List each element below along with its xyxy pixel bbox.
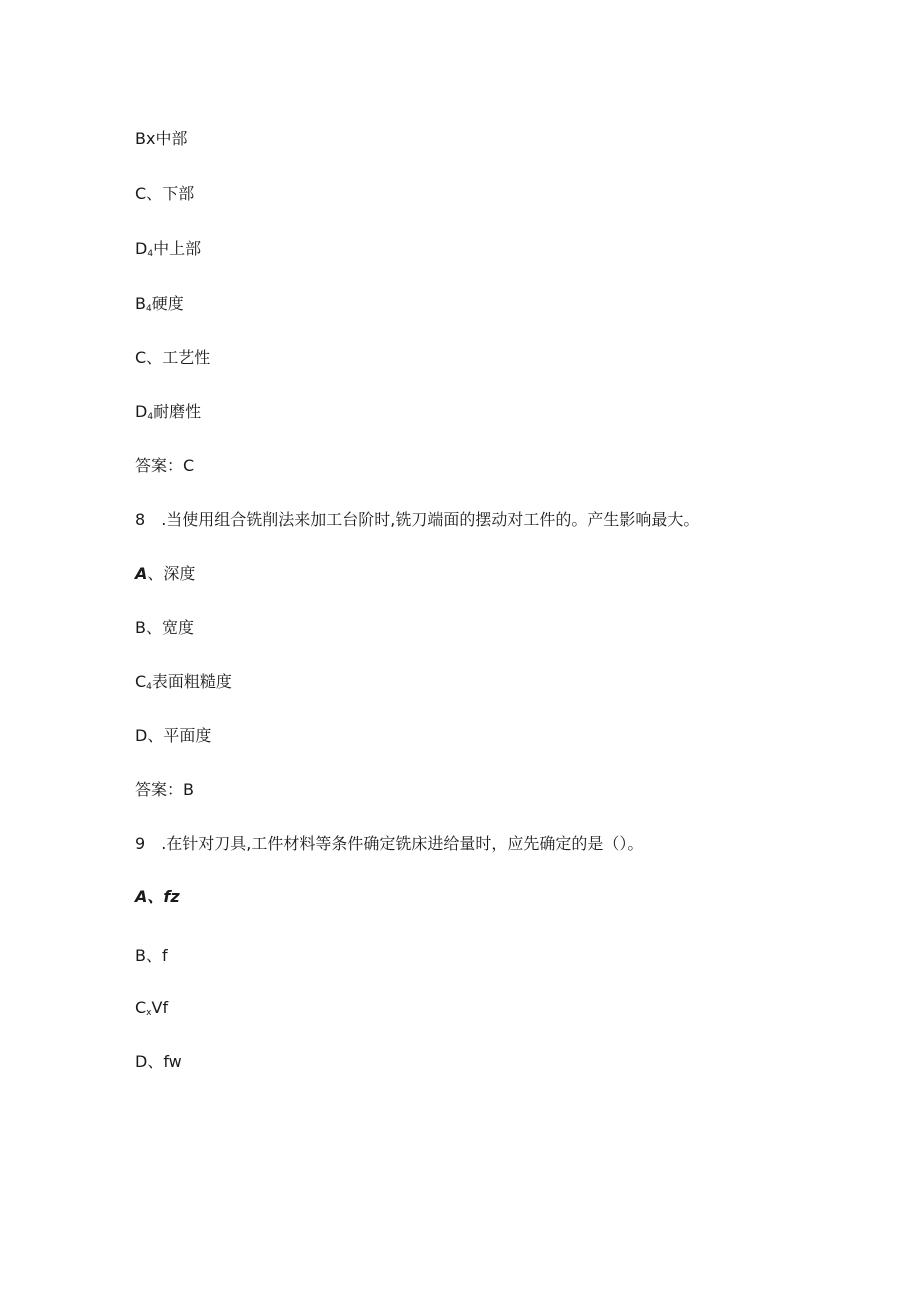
answer-label: 答案： bbox=[135, 456, 184, 475]
option-a-fz bbox=[135, 886, 180, 908]
question-text: .在针对刀具,工件材料等条件确定铣床进给量时，应先确定的是（）。 bbox=[161, 834, 644, 853]
option-text: f bbox=[161, 946, 168, 965]
option-text: 表面粗糙度 bbox=[151, 672, 232, 691]
option-label: B bbox=[135, 294, 146, 313]
answer-value: B bbox=[183, 780, 194, 799]
option-label-subscript: 4 bbox=[145, 304, 152, 314]
option-a-depth bbox=[135, 563, 195, 585]
option-b-f bbox=[135, 945, 168, 967]
option-label-subscript: 4 bbox=[147, 249, 154, 259]
option-d-fw bbox=[135, 1051, 182, 1073]
option-c-lower bbox=[135, 183, 194, 205]
option-text: 工艺性 bbox=[162, 348, 211, 367]
option-label: B、 bbox=[135, 618, 162, 637]
question-text: .当使用组合铣削法来加工台阶时,铣刀端面的摆动对工件的。产生影响最大。 bbox=[161, 510, 700, 529]
option-label: D bbox=[135, 239, 148, 258]
option-c-surface-roughness bbox=[135, 671, 232, 698]
option-label: C bbox=[135, 672, 147, 691]
question-number: 8 bbox=[135, 510, 162, 529]
option-text: 硬度 bbox=[151, 294, 184, 313]
option-text: 平面度 bbox=[163, 726, 212, 745]
answer-value: C bbox=[183, 456, 195, 475]
option-text: fz bbox=[163, 887, 180, 906]
option-c-workability bbox=[135, 347, 210, 369]
option-label: D bbox=[135, 402, 148, 421]
option-text: Vf bbox=[151, 998, 169, 1017]
option-d-upper-middle bbox=[135, 238, 201, 265]
question-8 bbox=[135, 509, 699, 531]
option-text: 中上部 bbox=[153, 239, 202, 258]
option-d-flatness bbox=[135, 725, 211, 747]
option-label-subscript: 4 bbox=[146, 682, 152, 692]
option-b-hardness bbox=[135, 293, 184, 320]
option-d-wear-resistance bbox=[135, 401, 201, 428]
option-label: Bx bbox=[135, 129, 156, 148]
option-label: C、 bbox=[135, 184, 163, 203]
answer-label: 答案： bbox=[135, 780, 184, 799]
option-label: C、 bbox=[135, 348, 163, 367]
option-text: 、深度 bbox=[147, 564, 196, 583]
option-b-middle bbox=[135, 128, 187, 150]
option-text: 下部 bbox=[162, 184, 195, 203]
option-label-subscript: x bbox=[146, 1008, 152, 1018]
option-text: 宽度 bbox=[161, 618, 194, 637]
option-text: 中部 bbox=[155, 129, 188, 148]
option-label: B、 bbox=[135, 946, 162, 965]
option-label: A、 bbox=[135, 887, 164, 906]
answer-line bbox=[135, 455, 194, 477]
option-text: fw bbox=[163, 1052, 182, 1071]
option-c-vf bbox=[135, 997, 168, 1024]
option-label-subscript: 4 bbox=[147, 412, 154, 422]
question-number: 9 bbox=[135, 834, 162, 853]
option-label: A bbox=[135, 564, 148, 583]
option-text: 耐磨性 bbox=[153, 402, 202, 421]
answer-line bbox=[135, 779, 194, 801]
option-label: D、 bbox=[135, 1052, 164, 1071]
question-9 bbox=[135, 833, 643, 855]
option-b-width bbox=[135, 617, 194, 639]
option-label: D、 bbox=[135, 726, 164, 745]
option-label: C bbox=[135, 998, 147, 1017]
